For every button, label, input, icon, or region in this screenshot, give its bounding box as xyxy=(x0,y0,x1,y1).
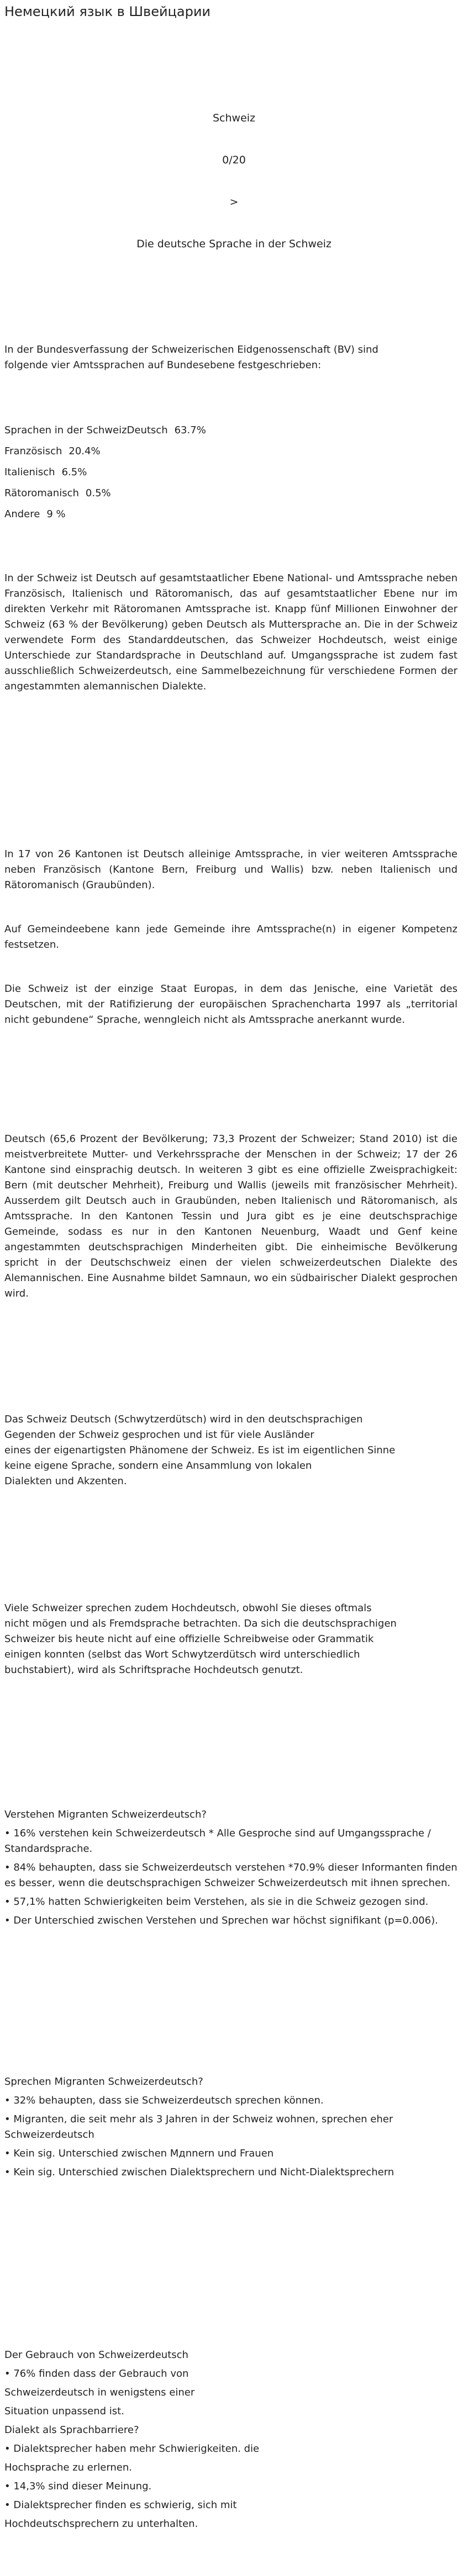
language-label: Italienisch xyxy=(4,466,55,478)
text-line: keine eigene Sprache, sondern eine Ansammlung von lokalen xyxy=(4,1460,312,1472)
text-line: Gegenden der Schweiz gesprochen und ist für viele Ausländer xyxy=(4,1429,314,1441)
language-list xyxy=(4,423,458,528)
language-percent: 20.4% xyxy=(69,445,101,457)
survey-question: Sprechen Migranten Schweizerdeutsch? xyxy=(4,2076,203,2088)
page-title: Немецкий язык в Швейцарии xyxy=(4,4,211,19)
language-row xyxy=(4,486,458,501)
intro-line-2: folgende vier Amtssprachen auf Bundesebene festgeschrieben: xyxy=(4,359,322,371)
paragraph-statistics: Deutsch (65,6 Prozent der Bevölkerung; 73,3 Prozent der Schweizer; Stand 2010) ist die meistverbreitete Mutter- und Verkehrssprache der Menschen in der Schweiz; 17 der 26 Kantone sind einsprachig deutsch. In weiteren 3 gibt es eine offizielle Zweisprachigkeit: Bern (mit deutscher Mehrheit), Freiburg und Wallis (jeweils mit französischer Mehrheit). Ausserdem gilt Deutsch auch in Graubünden, neben Italienisch und Rätoromanisch, als Amtssprache. In den Kantonen Tessin und Jura gibt es je eine deutschsprachige Gemeinde, sodass es nur in den Kantonen Neuenburg, Waadt und Genf keine angestammten deutschsprachigen Minderheiten gibt. Die einheimische Bevölkerung spricht in der Deutschschweiz einen der vielen schweizerdeutschen Dialekte des Alemannischen. Eine Ausnahme bildet Samnaun, wo ein südbairischer Dialekt gesprochen wird. xyxy=(4,1133,458,1299)
language-percent: 0.5% xyxy=(85,487,111,499)
survey-speaking xyxy=(4,2074,458,2184)
survey-understanding xyxy=(4,1807,458,1932)
language-label: Rätoromanisch xyxy=(4,487,79,499)
text-line: einigen konnten (selbst das Wort Schwytzerdütsch wird unterschiedlich xyxy=(4,1649,360,1660)
text-line: Viele Schweizer sprechen zudem Hochdeutsch, obwohl Sie dieses oftmals xyxy=(4,1602,372,1614)
language-percent: 6.5% xyxy=(61,466,87,478)
language-row xyxy=(4,465,458,480)
list-item: • Der Unterschied zwischen Verstehen und Sprechen war höchst signifikant (p=0.006). xyxy=(4,1915,438,1926)
text-line: eines der eigenartigsten Phänomene der Schweiz. Es ist im eigentlichen Sinne xyxy=(4,1444,396,1456)
text-line: Schweizer bis heute nicht auf eine offizielle Schreibweise oder Grammatik xyxy=(4,1633,374,1645)
next-slide-button[interactable]: > xyxy=(229,196,239,208)
language-label: Sprachen in der SchweizDeutsch xyxy=(4,424,168,436)
language-row xyxy=(4,444,458,459)
list-item: • Migranten, die seit mehr als 3 Jahren in der Schweiz wohnen, sprechen eher Schweizerdeutsch xyxy=(4,2113,393,2141)
paragraph-municipalities: Auf Gemeindeebene kann jede Gemeinde ihre Amtssprache(n) in eigener Kompetenz festsetzen. xyxy=(4,923,458,950)
language-percent: 9 % xyxy=(46,508,66,520)
intro-paragraph xyxy=(4,342,458,373)
survey-question: Dialekt als Sprachbarriere? xyxy=(4,2424,139,2436)
language-percent: 63.7% xyxy=(174,424,206,436)
paragraph-hochdeutsch xyxy=(4,1601,458,1678)
list-item: • Dialektsprecher finden es schwierig, sich mit xyxy=(4,2499,237,2511)
list-item: • 57,1% hatten Schwierigkeiten beim Verstehen, als sie in die Schweiz gezogen sind. xyxy=(4,1896,429,1908)
language-row xyxy=(4,507,458,522)
list-item: • Kein sig. Unterschied zwischen Mдnnern und Frauen xyxy=(4,2148,274,2159)
survey-usage xyxy=(4,2346,458,2533)
intro-line-1: In der Bundesverfassung der Schweizerischen Eidgenossenschaft (BV) sind xyxy=(4,344,378,355)
text-line: Hochdeutschsprechern zu unterhalten. xyxy=(4,2518,198,2530)
text-line: Der Gebrauch von Schweizerdeutsch xyxy=(4,2349,188,2361)
slide-subtitle: Die deutsche Sprache in der Schweiz xyxy=(136,238,332,250)
text-line: Dialekten und Akzenten. xyxy=(4,1475,127,1487)
list-item: • 14,3% sind dieser Meinung. xyxy=(4,2481,152,2492)
text-line: Das Schweiz Deutsch (Schwytzerdütsch) wird in den deutschsprachigen xyxy=(4,1414,363,1425)
text-line: Hochsprache zu erlernen. xyxy=(4,2462,133,2473)
paragraph-jenisch: Die Schweiz ist der einzige Staat Europas, in dem das Jenische, eine Varietät des Deutschen, mit der Ratifizierung der europäischen Sprachencharta 1997 als „territorial nicht gebundene“ Sprache, wenngleich nicht als Amtssprache anerkannt wurde. xyxy=(4,983,458,1026)
text-line: nicht mögen und als Fremdsprache betrachten. Da sich die deutschsprachigen xyxy=(4,1618,397,1629)
list-item: • Dialektsprecher haben mehr Schwierigkeiten. die xyxy=(4,2443,260,2455)
slide-counter: 0/20 xyxy=(222,154,246,166)
text-line: Situation unpassend ist. xyxy=(4,2405,124,2417)
list-item: • Kein sig. Unterschied zwischen Dialektsprechern und Nicht-Dialektsprechern xyxy=(4,2166,395,2178)
paragraph-national-language: In der Schweiz ist Deutsch auf gesamtstaatlicher Ebene National- und Amtssprache neben Französisch, Italienisch und Rätoromanisch, das auf gesamtstaatlicher Ebene nur im direkten Verkehr mit Rätoromanen Amtssprache ist. Knapp fünf Millionen Einwohner der Schweiz (63 % der Bevölkerung) geben Deutsch als Muttersprache an. Die in der Schweiz verwendete Form des Standarddeutschen, das Schweizer Hochdeutsch, weist einige Unterschiede zur Standardsprache in Deutschland auf. Umgangssprache ist zudem fast ausschließlich Schweizerdeutsch, eine Sammelbezeichnung für verschiedene Formen der angestammten alemannischen Dialekte. xyxy=(4,572,458,692)
survey-question: Verstehen Migranten Schweizerdeutsch? xyxy=(4,1809,207,1820)
language-label: Französisch xyxy=(4,445,62,457)
paragraph-schwytzerduetsch xyxy=(4,1412,458,1489)
slide-name: Schweiz xyxy=(212,112,256,124)
text-line: buchstabiert), wird als Schriftsprache Hochdeutsch genutzt. xyxy=(4,1664,303,1676)
text-line: Schweizerdeutsch in wenigstens einer xyxy=(4,2387,195,2398)
language-label: Andere xyxy=(4,508,40,520)
paragraph-cantons: In 17 von 26 Kantonen ist Deutsch alleinige Amtssprache, in vier weiteren Amtssprache neben Französisch (Kantone Bern, Freiburg und Wallis) bzw. neben Italienisch und Rätoromanisch (Graubünden). xyxy=(4,848,458,891)
list-item: • 16% verstehen kein Schweizerdeutsch * Alle Gesproche sind auf Umgangssprache / Standardsprache. xyxy=(4,1828,431,1855)
language-row xyxy=(4,423,458,438)
list-item: • 84% behaupten, dass sie Schweizerdeutsch verstehen *70.9% dieser Informanten finden es besser, wenn die deutschsprachigen Schweizer Schweizerdeutsch mit ihnen sprechen. xyxy=(4,1862,458,1889)
list-item: • 76% finden dass der Gebrauch von xyxy=(4,2368,189,2380)
list-item: • 32% behaupten, dass sie Schweizerdeutsch sprechen können. xyxy=(4,2095,324,2106)
